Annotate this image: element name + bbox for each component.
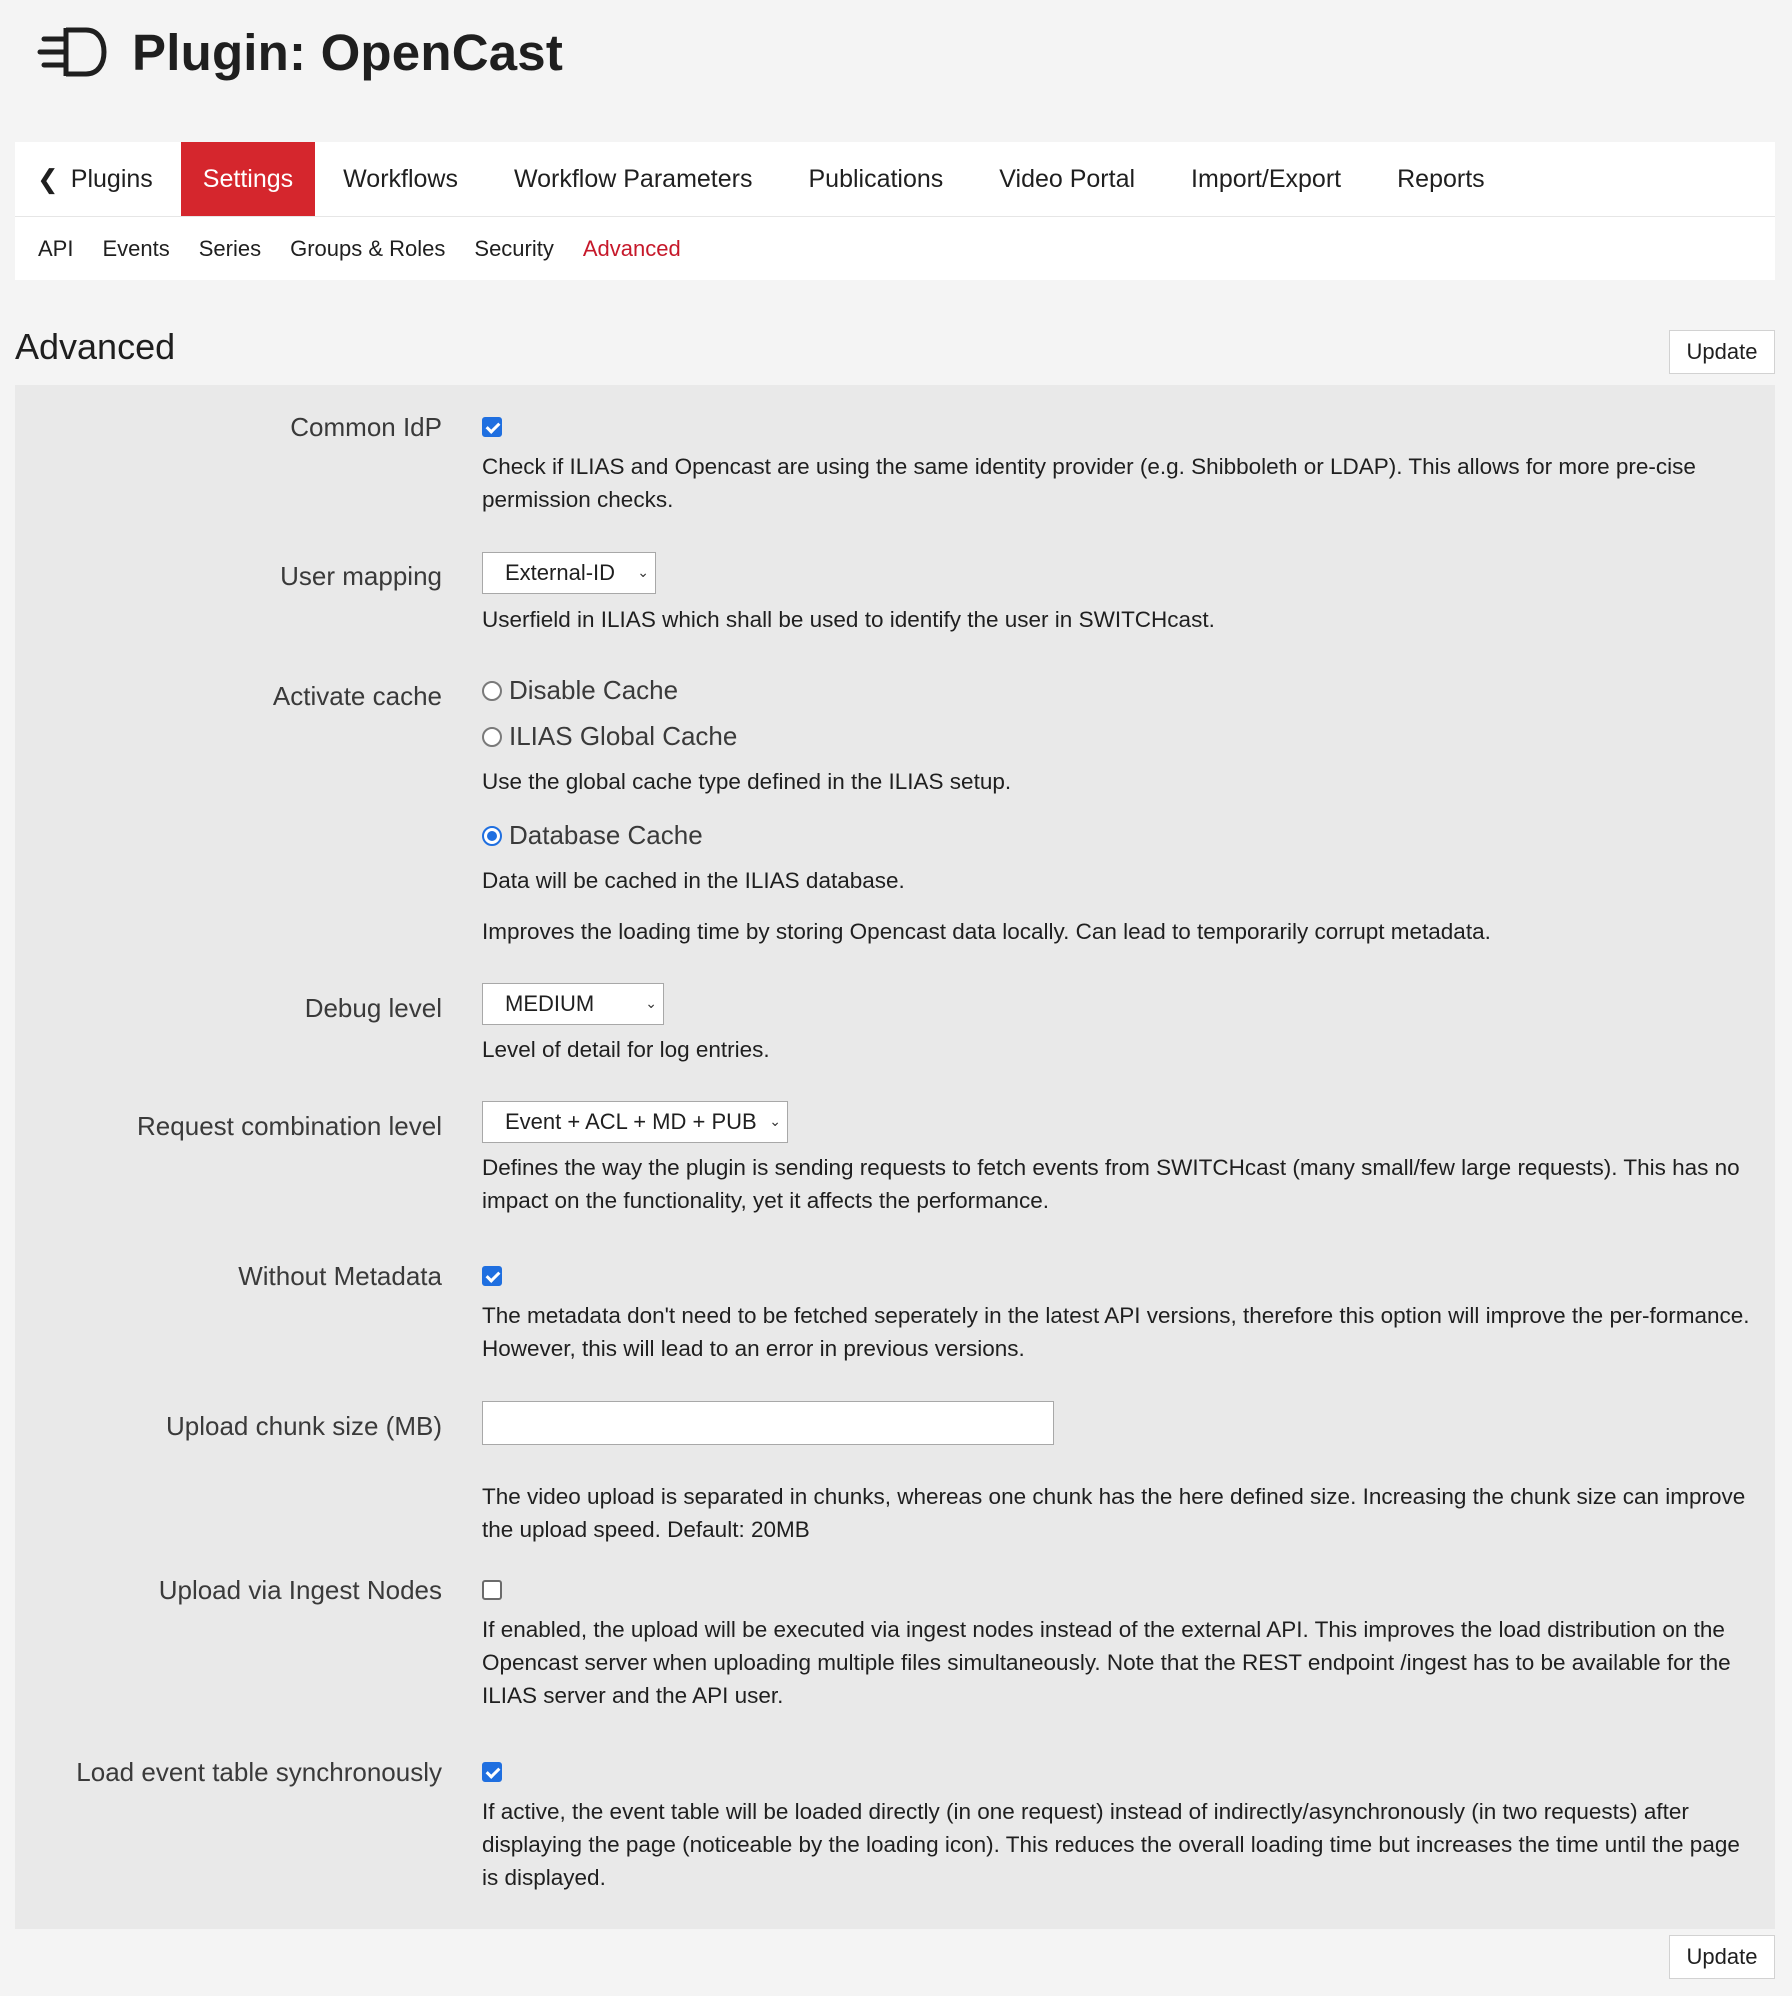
chevron-down-icon: ⌄ [645, 995, 657, 1011]
chevron-down-icon: ⌄ [637, 564, 649, 580]
without-metadata-checkbox[interactable] [482, 1266, 502, 1286]
ingest-nodes-checkbox[interactable] [482, 1580, 502, 1600]
user-mapping-select[interactable] [482, 552, 656, 594]
ingest-nodes-label: Upload via Ingest Nodes [158, 1575, 442, 1605]
page-header [36, 20, 563, 84]
update-button-top[interactable]: Update [1669, 330, 1775, 374]
tab-settings[interactable]: Settings [181, 142, 315, 216]
tab-reports[interactable]: Reports [1397, 164, 1485, 193]
user-mapping-desc: Userfield in ILIAS which shall be used to identify the user in SWITCHcast. [482, 607, 1215, 632]
update-button-bottom[interactable]: Update [1669, 1935, 1775, 1979]
ingest-nodes-desc: If enabled, the upload will be executed via ingest nodes instead of the external API. This improves the load distribution on the Opencast server when uploading multiple files simultaneously. Note that the REST endpoint /ingest has to be available for the ILIAS server and the API user. [482, 1617, 1731, 1708]
user-mapping-value: External-ID [505, 560, 616, 585]
chevron-left-icon: ❮ [37, 163, 59, 194]
tab-back-label: Plugins [70, 164, 153, 193]
subtab-groups-roles[interactable]: Groups & Roles [290, 235, 446, 261]
section-title: Advanced [15, 326, 176, 367]
tab-back-plugins[interactable] [15, 142, 181, 216]
activate-cache-label: Activate cache [272, 681, 442, 711]
request-combination-label: Request combination level [137, 1111, 442, 1141]
subtab-advanced[interactable]: Advanced [582, 235, 681, 261]
debug-level-desc: Level of detail for log entries. [482, 1037, 770, 1062]
radio-database-cache-label: Database Cache [509, 820, 703, 850]
subtab-navigation [15, 217, 710, 280]
tab-video-portal[interactable]: Video Portal [999, 164, 1136, 193]
without-metadata-desc: The metadata don't need to be fetched seperately in the latest API versions, therefore this option will improve the per-formance. However, this will lead to an error in previous versions. [482, 1303, 1750, 1361]
tab-workflows[interactable]: Workflows [343, 164, 458, 193]
radio-disable-cache-input[interactable] [482, 681, 502, 701]
request-combination-value: Event + ACL + MD + PUB [505, 1109, 757, 1134]
subtab-api[interactable]: API [38, 235, 74, 261]
tab-navigation [15, 142, 1775, 280]
debug-level-select[interactable] [482, 983, 664, 1025]
radio-ilias-global-cache[interactable] [482, 721, 737, 752]
load-sync-desc: If active, the event table will be loaded directly (in one request) instead of indirectly/asynchronously (in two requests) after displaying the page (noticeable by the loading icon). This reduces the overall loading time but increases the time until the page is displayed. [482, 1799, 1740, 1890]
radio-ilias-global-cache-label: ILIAS Global Cache [509, 721, 738, 751]
activate-cache-desc: Improves the loading time by storing Opencast data locally. Can lead to temporarily corrupt metadata. [482, 919, 1491, 944]
chevron-down-icon: ⌄ [769, 1113, 781, 1129]
radio-disable-cache-label: Disable Cache [509, 675, 679, 705]
request-combination-select[interactable] [482, 1101, 788, 1143]
settings-form [15, 385, 1775, 1929]
user-mapping-label: User mapping [280, 561, 442, 591]
radio-disable-cache[interactable] [482, 675, 678, 706]
upload-chunk-label: Upload chunk size (MB) [166, 1411, 442, 1441]
upload-chunk-desc: The video upload is separated in chunks, whereas one chunk has the here defined size. Increasing the chunk size can improve the upload speed. Default: 20MB [482, 1484, 1746, 1542]
debug-level-label: Debug level [304, 993, 442, 1023]
radio-database-cache[interactable] [482, 820, 703, 851]
debug-level-value: MEDIUM [505, 991, 595, 1016]
tab-import-export[interactable]: Import/Export [1191, 164, 1342, 193]
radio-ilias-global-cache-input[interactable] [482, 727, 502, 747]
subtab-security[interactable]: Security [474, 235, 554, 261]
tab-workflow-parameters[interactable]: Workflow Parameters [513, 164, 753, 193]
ilias-global-cache-desc: Use the global cache type defined in the ILIAS setup. [482, 769, 1012, 794]
tab-publications[interactable]: Publications [808, 164, 944, 193]
subtab-series[interactable]: Series [198, 235, 262, 261]
common-idp-desc: Check if ILIAS and Opencast are using the same identity provider (e.g. Shibboleth or LDAP). This allows for more pre-cise permission checks. [482, 454, 1696, 512]
database-cache-desc: Data will be cached in the ILIAS database. [482, 868, 905, 893]
common-idp-label: Common IdP [290, 412, 442, 442]
load-sync-label: Load event table synchronously [76, 1757, 442, 1787]
load-sync-checkbox[interactable] [482, 1762, 502, 1782]
page-title: Plugin: OpenCast [132, 23, 564, 81]
subtab-events[interactable]: Events [102, 235, 170, 261]
radio-database-cache-input[interactable] [482, 826, 502, 846]
upload-chunk-input[interactable] [482, 1401, 1054, 1445]
common-idp-checkbox[interactable] [482, 417, 502, 437]
request-combination-desc: Defines the way the plugin is sending requests to fetch events from SWITCHcast (many small/few large requests). This has no impact on the functionality, yet it affects the performance. [482, 1155, 1740, 1213]
without-metadata-label: Without Metadata [238, 1261, 442, 1291]
plug-icon [36, 22, 108, 82]
